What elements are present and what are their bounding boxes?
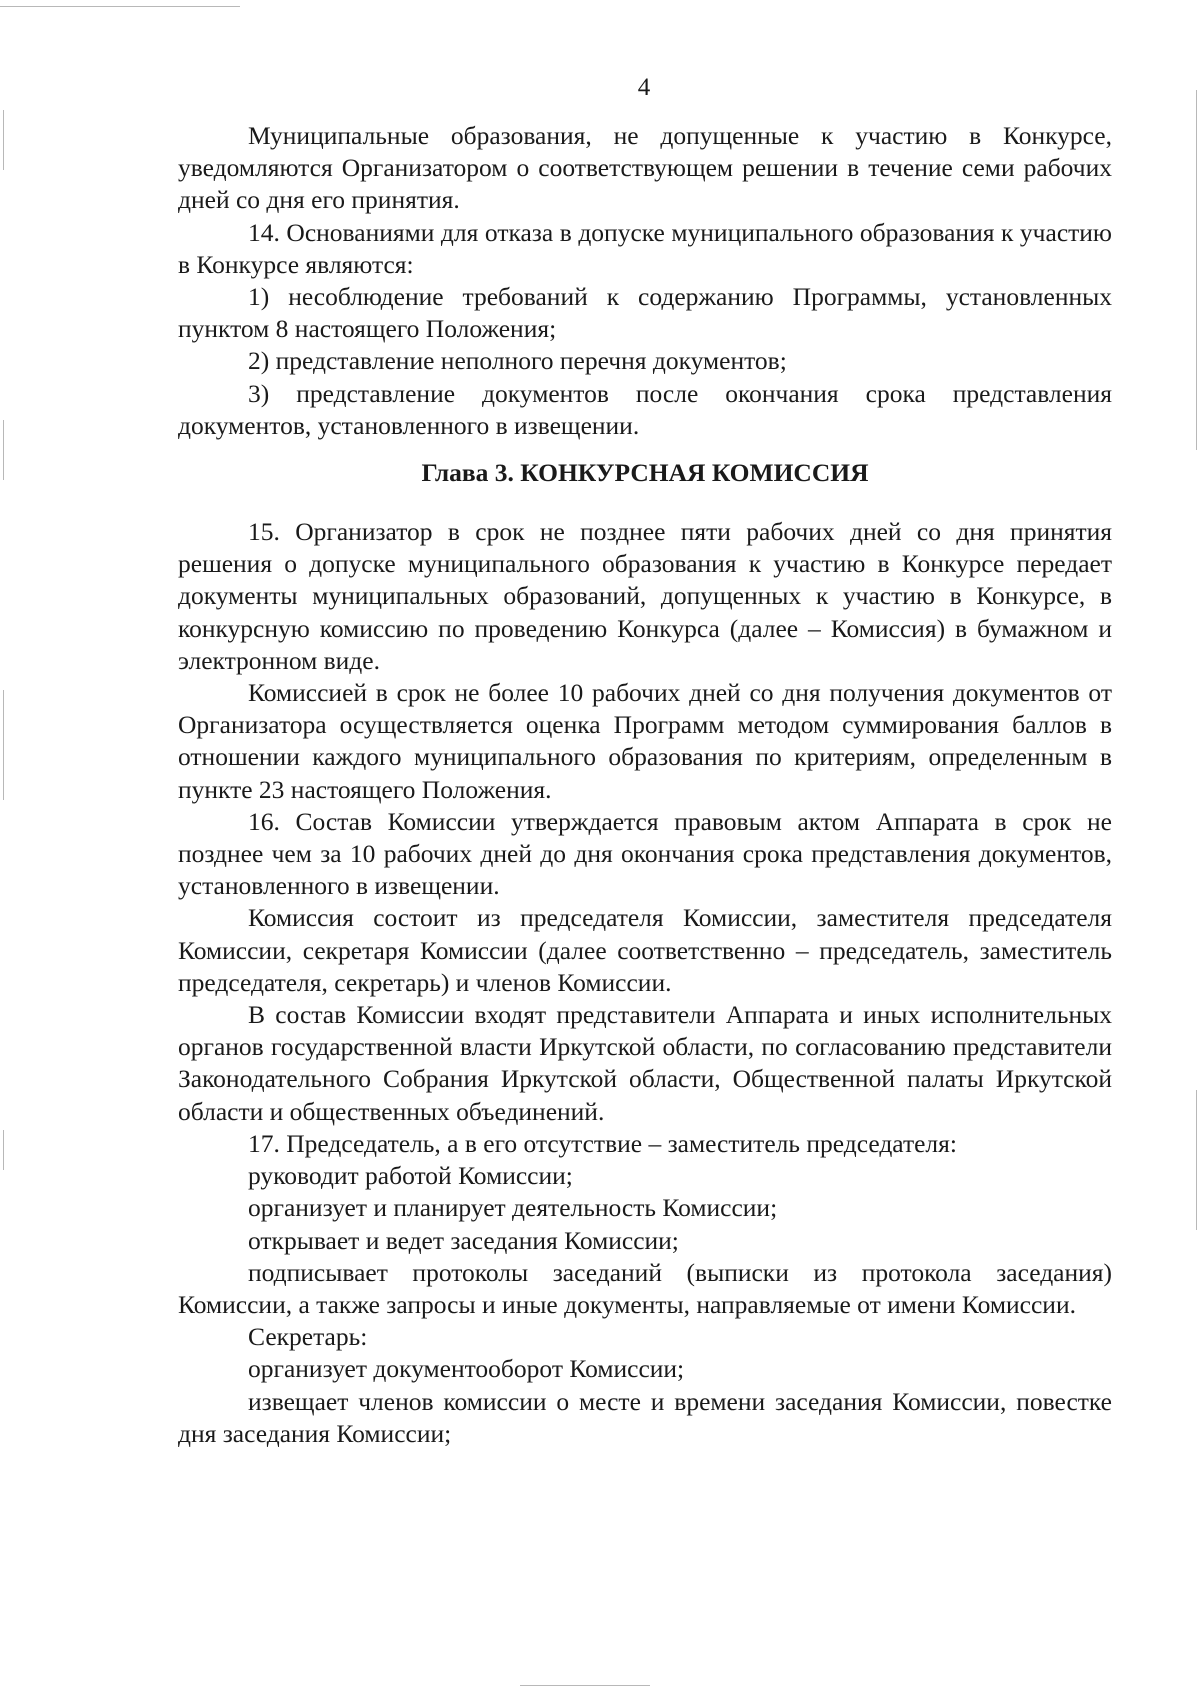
paragraph-item-14: 14. Основаниями для отказа в допуске муниципального образования к участию в Конкурсе являются: — [178, 217, 1112, 279]
scan-edge-left-4 — [3, 1130, 4, 1170]
paragraph-secretary-duty-2: извещает членов комиссии о месте и времени заседания Комиссии, повестке дня заседания Комиссии; — [178, 1386, 1112, 1448]
paragraph-item-15: 15. Организатор в срок не позднее пяти рабочих дней со дня принятия решения о допуске муниципального образования к участию в Конкурсе передает документы муниципальных образований, допущенных к участию в Конкурсе, в конкурсную комиссию по проведению Конкурса (далее – Комиссия) в бумажном и электронном виде. — [178, 517, 1112, 675]
scan-edge-right-1 — [1196, 90, 1197, 450]
scan-edge-left-2 — [3, 420, 4, 480]
paragraph-item-16: 16. Состав Комиссии утверждается правовым актом Аппарата в срок не позднее чем за 10 рабочих дней до дня окончания срока представления документов, установленного в извещении. — [178, 806, 1112, 901]
paragraph-secretary-heading: Секретарь: — [248, 1322, 368, 1352]
paragraph-members: В состав Комиссии входят представители Аппарата и иных исполнительных органов государственной власти Иркутской области, по согласованию представители Законодательного Собрания Иркутской области, Общественной палаты Иркутской области и общественных объединений. — [178, 1000, 1112, 1126]
paragraph-chair-duty-1: руководит работой Комиссии; — [248, 1161, 573, 1191]
scan-edge-top — [0, 6, 240, 7]
paragraph-item-14-2: 2) представление неполного перечня документов; — [248, 346, 787, 376]
document-body — [178, 120, 1112, 1450]
paragraph-composition: Комиссия состоит из председателя Комиссии, заместителя председателя Комиссии, секретаря Комиссии (далее соответственно – председатель, заместитель председателя, секретарь) и членов Комиссии. — [178, 903, 1112, 997]
chapter-heading: Глава 3. КОНКУРСНАЯ КОМИССИЯ — [421, 458, 869, 488]
scan-edge-bottom — [520, 1685, 650, 1686]
scan-edge-right-2 — [1196, 1090, 1197, 1230]
scan-edge-left-3 — [3, 690, 4, 800]
paragraph-chair-duty-3: открывает и ведет заседания Комиссии; — [248, 1225, 679, 1255]
paragraph-item-17: 17. Председатель, а в его отсутствие – заместитель председателя: — [248, 1128, 957, 1158]
paragraph-item-14-1: 1) несоблюдение требований к содержанию Программы, установленных пунктом 8 настоящего Положения; — [178, 282, 1112, 344]
scan-edge-left-1 — [3, 110, 4, 170]
paragraph-notification: Муниципальные образования, не допущенные к участию в Конкурсе, уведомляются Организатором о соответствующем решении в течение семи рабочих дней со дня его принятия. — [178, 121, 1112, 215]
page-number: 4 — [637, 74, 651, 101]
paragraph-secretary-duty-1: организует документооборот Комиссии; — [248, 1354, 685, 1384]
paragraph-chair-duty-4: подписывает протоколы заседаний (выписки из протокола заседания) Комиссии, а также запросы и иные документы, направляемые от имени Комиссии. — [178, 1257, 1112, 1319]
paragraph-evaluation: Комиссией в срок не более 10 рабочих дней со дня получения документов от Организатора осуществляется оценка Программ методом суммирования баллов в отношении каждого муниципального образования по критериям, определенным в пункте 23 настоящего Положения. — [178, 678, 1112, 804]
paragraph-chair-duty-2: организует и планирует деятельность Комиссии; — [248, 1193, 778, 1223]
paragraph-item-14-3: 3) представление документов после окончания срока представления документов, установленного в извещении. — [178, 378, 1112, 440]
